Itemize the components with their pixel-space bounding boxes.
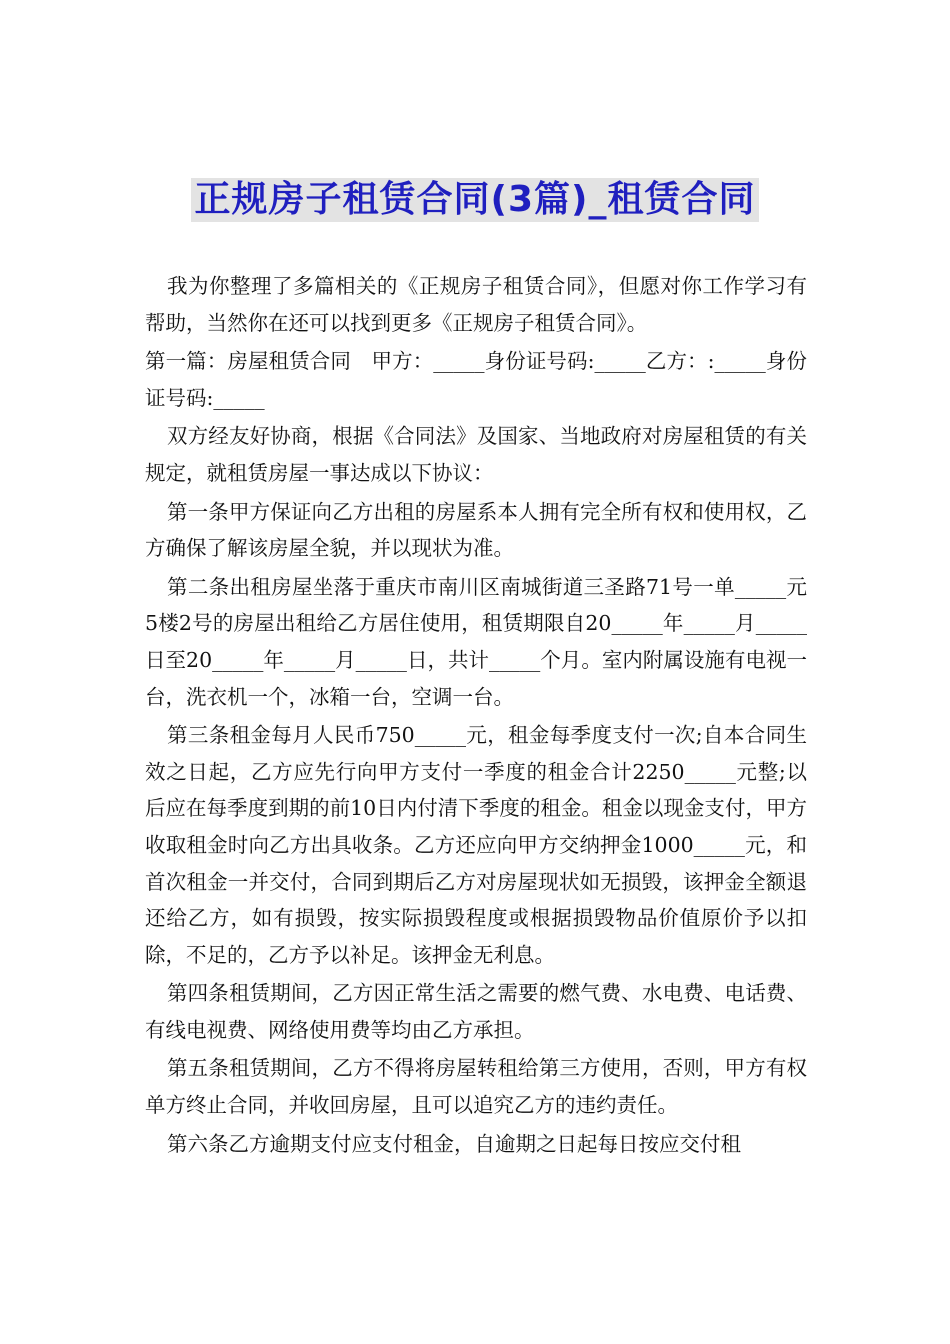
title-container xyxy=(0,178,950,222)
agreement-paragraph: 双方经友好协商，根据《合同法》及国家、当地政府对房屋租赁的有关规定，就租赁房屋一事达成以下协议： xyxy=(145,424,807,485)
article-5-paragraph: 第五条租赁期间，乙方不得将房屋转租给第三方使用，否则，甲方有权单方终止合同，并收回房屋，且可以追究乙方的违约责任。 xyxy=(145,1056,807,1118)
article-2-paragraph: 第二条出租房屋坐落于重庆市南川区南城街道三圣路71号一单_____元5楼2号的房屋出租给乙方居住使用，租赁期限自20_____年_____月_____日至20_____年_____月_____日，共计_____个月。室内附属设施有电视一台，洗衣机一个，冰箱一台，空调一台。 xyxy=(145,574,807,709)
document-title: 正规房子租赁合同(3篇)_租赁合同 xyxy=(191,178,760,222)
article-3-paragraph: 第三条租金每月人民币750_____元，租金每季度支付一次;自本合同生效之日起，乙方应先行向甲方支付一季度的租金合计2250_____元整;以后应在每季度到期的前10日内付清下季度的租金。租金以现金支付，甲方收取租金时向乙方出具收条。乙方还应向甲方交纳押金1000_____元，和首次租金一并交付，合同到期后乙方对房屋现状如无损毁，该押金全额退还给乙方，如有损毁，按实际损毁程度或根据损毁物品价值原价予以扣除，不足的，乙方予以补足。该押金无利息。 xyxy=(145,723,807,967)
intro-paragraph: 我为你整理了多篇相关的《正规房子租赁合同》，但愿对你工作学习有帮助，当然你在还可以找到更多《正规房子租赁合同》。 xyxy=(145,274,807,335)
article-6-paragraph: 第六条乙方逾期支付应支付租金，自逾期之日起每日按应交付租 xyxy=(167,1131,741,1156)
document-body xyxy=(145,268,807,1164)
article-1-paragraph: 第一条甲方保证向乙方出租的房屋系本人拥有完全所有权和使用权，乙方确保了解该房屋全貌，并以现状为准。 xyxy=(145,499,807,561)
article-4-paragraph: 第四条租赁期间，乙方因正常生活之需要的燃气费、水电费、电话费、有线电视费、网络使用费等均由乙方承担。 xyxy=(145,981,807,1042)
part-one-heading-paragraph: 第一篇：房屋租赁合同 甲方：_____身份证号码:_____乙方：:_____身份证号码:_____ xyxy=(145,349,807,410)
